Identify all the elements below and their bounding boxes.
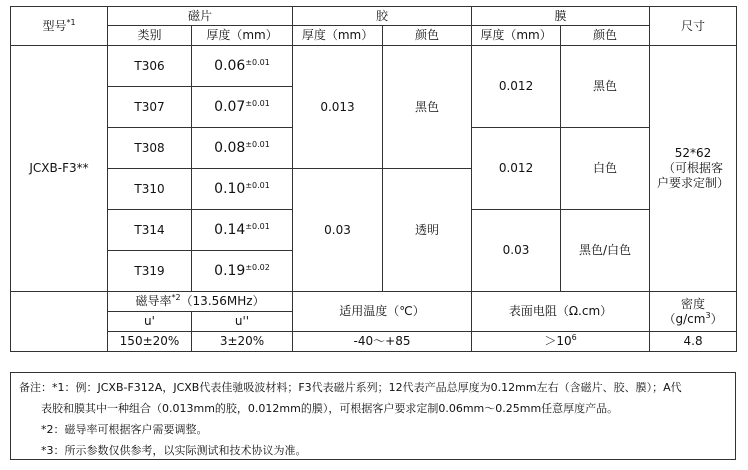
sheet-category: T310: [108, 169, 192, 210]
film-color-header: 颜色: [561, 26, 650, 46]
u1-label: u': [108, 312, 192, 332]
model-empty: [11, 292, 108, 352]
film-color: 白色: [561, 128, 650, 210]
permeability-label: 磁导率$^{*2}$（13.56MHz）: [108, 292, 293, 312]
film-thickness-header: 厚度（mm）: [472, 26, 561, 46]
density-value: 4.8: [650, 332, 737, 352]
sheet-thickness-header: 厚度（mm）: [192, 26, 293, 46]
resistance-label: 表面电阻（Ω.cm）: [472, 292, 650, 332]
glue-color: 黑色: [383, 46, 472, 169]
notes-box: [10, 372, 736, 460]
sheet-category: T306: [108, 46, 192, 87]
category-header: 类别: [108, 26, 192, 46]
sheet-thickness: $0.10^{\pm 0.01}$: [192, 169, 293, 210]
sheet-category: T308: [108, 128, 192, 169]
sheet-category: T314: [108, 210, 192, 251]
sheet-category: T307: [108, 87, 192, 128]
film-thickness: 0.012: [472, 46, 561, 128]
note-1-line-1: 备注：*1：例：JCXB-F312A，JCXB代表佳驰吸波材料；F3代表磁片系列；12代表产品总厚度为0.12mm左右（含磁片、胶、膜）；A代: [19, 381, 682, 394]
glue-color-header: 颜色: [383, 26, 472, 46]
sheet-thickness: $0.07^{\pm 0.01}$: [192, 87, 293, 128]
glue-thickness: 0.013: [293, 46, 383, 169]
spec-table: [10, 6, 737, 352]
sheet-category: T319: [108, 251, 192, 292]
film-color: 黑色: [561, 46, 650, 128]
u2-label: u'': [192, 312, 293, 332]
model-value: JCXB-F3**: [11, 46, 108, 292]
glue-color: 透明: [383, 169, 472, 292]
glue-thickness-header: 厚度（mm）: [293, 26, 383, 46]
note-3: *3：所示参数仅供参考，以实际测试和技术协议为准。: [41, 444, 307, 457]
film-thickness: 0.012: [472, 128, 561, 210]
sheet-thickness: $0.19^{\pm 0.02}$: [192, 251, 293, 292]
size-value: 52*62 （可根据客 户要求定制）: [650, 46, 737, 292]
temp-label: 适用温度（℃）: [293, 292, 472, 332]
glue-thickness: 0.03: [293, 169, 383, 292]
u2-value: 3±20%: [192, 332, 293, 352]
note-2: *2：磁导率可根据客户需要调整。: [41, 423, 208, 436]
glue-header: 胶: [293, 7, 472, 26]
resistance-value: $>10^6$: [472, 332, 650, 352]
note-1-line-2: 表胶和膜其中一种组合（0.013mm的胶，0.012mm的膜），可根据客户要求定制0.06mm～0.25mm任意厚度产品。: [41, 402, 619, 415]
u1-value: 150±20%: [108, 332, 192, 352]
sheet-thickness: $0.14^{\pm 0.01}$: [192, 210, 293, 251]
film-color: 黑色/白色: [561, 210, 650, 292]
sheet-thickness: $0.06^{\pm 0.01}$: [192, 46, 293, 87]
sheet-thickness: $0.08^{\pm 0.01}$: [192, 128, 293, 169]
film-header: 膜: [472, 7, 650, 26]
film-thickness: 0.03: [472, 210, 561, 292]
temp-value: -40～+85: [293, 332, 472, 352]
size-header: 尺寸: [650, 7, 737, 46]
sheet-header: 磁片: [108, 7, 293, 26]
density-label: 密度 $(g/cm^3)$: [650, 292, 737, 332]
model-header: 型号$^{*1}$: [11, 7, 108, 46]
